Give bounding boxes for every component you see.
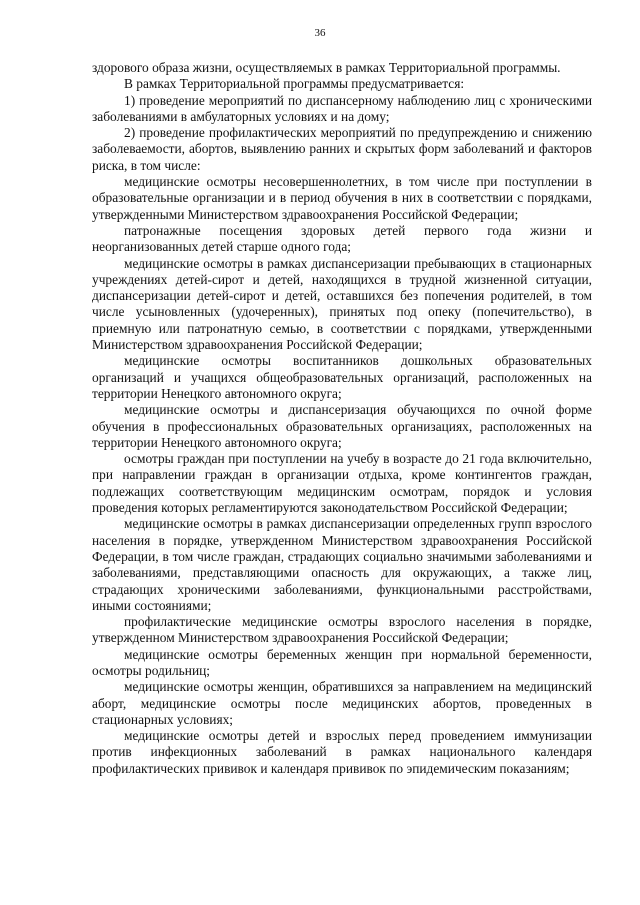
paragraph-adult-dispensary: медицинские осмотры в рамках диспансеризации определенных групп взрослого населения в порядке, утвержденном Министерством здравоохранения Российской Федерации, в том числе граждан, страдающих социально значимыми заболеваниями и заболеваниями, представляющими опасность для окружающих, а также лиц, страдающих хроническими заболеваниями, функциональными расстройствами, иными состояниями; (92, 516, 592, 613)
paragraph-immunization-exams: медицинские осмотры детей и взрослых перед проведением иммунизации против инфекционных заболеваний в рамках национального календаря профилактических прививок и календаря прививок по эпидемическим показаниям; (92, 728, 592, 776)
page-number: 36 (314, 27, 326, 39)
paragraph-adult-preventive: профилактические медицинские осмотры взрослого населения в порядке, утвержденном Министерством здравоохранения Российской Федерации; (92, 614, 592, 646)
paragraph-pregnant-exams: медицинские осмотры беременных женщин при нормальной беременности, осмотры родильниц; (92, 646, 592, 678)
paragraph-abortion-exams: медицинские осмотры женщин, обратившихся за направлением на медицинский аборт, медицинские осмотры после медицинских абортов, проведенных в стационарных условиях; (92, 679, 592, 727)
paragraph-students-exams: медицинские осмотры и диспансеризация обучающихся по очной форме обучения в профессиональных образовательных организациях, расположенных на территории Ненецкого автономного округа; (92, 402, 592, 450)
document-body (92, 60, 592, 777)
paragraph-orphans-exams: медицинские осмотры в рамках диспансеризации пребывающих в стационарных учреждениях детей-сирот и детей, находящихся в трудной жизненной ситуации, диспансеризации детей-сирот и детей, оставшихся без попечения родителей, в том числе усыновленных (удочеренных), принятых под опеку (попечительство), в приемную или патронатную семью, в соответствии с порядками, утвержденными Министерством здравоохранения Российской Федерации; (92, 255, 592, 353)
paragraph-admission-exams: осмотры граждан при поступлении на учебу в возрасте до 21 года включительно, при направлении граждан в организации отдыха, кроме контингентов граждан, подлежащих соответствующим медицинским осмотрам, порядок и условия проведения которых регламентируются законодательством Российской Федерации; (92, 451, 592, 516)
paragraph-minors-exams: медицинские осмотры несовершеннолетних, в том числе при поступлении в образовательные организации и в период обучения в них в соответствии с порядками, утвержденными Министерством здравоохранения Российской Федерации; (92, 174, 592, 222)
paragraph-intro: В рамках Территориальной программы предусматривается: (124, 76, 465, 92)
paragraph-continuation: здорового образа жизни, осуществляемых в рамках Территориальной программы. (92, 60, 561, 75)
paragraph-item-2: 2) проведение профилактических мероприятий по предупреждению и снижению заболеваемости, абортов, выявлению ранних и скрытых форм заболеваний и факторов риска, в том числе: (92, 125, 592, 173)
paragraph-item-1: 1) проведение мероприятий по диспансерному наблюдению лиц с хроническими заболеваниями в амбулаторных условиях и на дому; (92, 92, 592, 124)
paragraph-patronage-visits: патронажные посещения здоровых детей первого года жизни и неорганизованных детей старше одного года; (92, 222, 592, 255)
paragraph-preschool-exams: медицинские осмотры воспитанников дошкольных образовательных организаций и учащихся общеобразовательных организаций, расположенных на территории Ненецкого автономного округа; (92, 353, 592, 401)
